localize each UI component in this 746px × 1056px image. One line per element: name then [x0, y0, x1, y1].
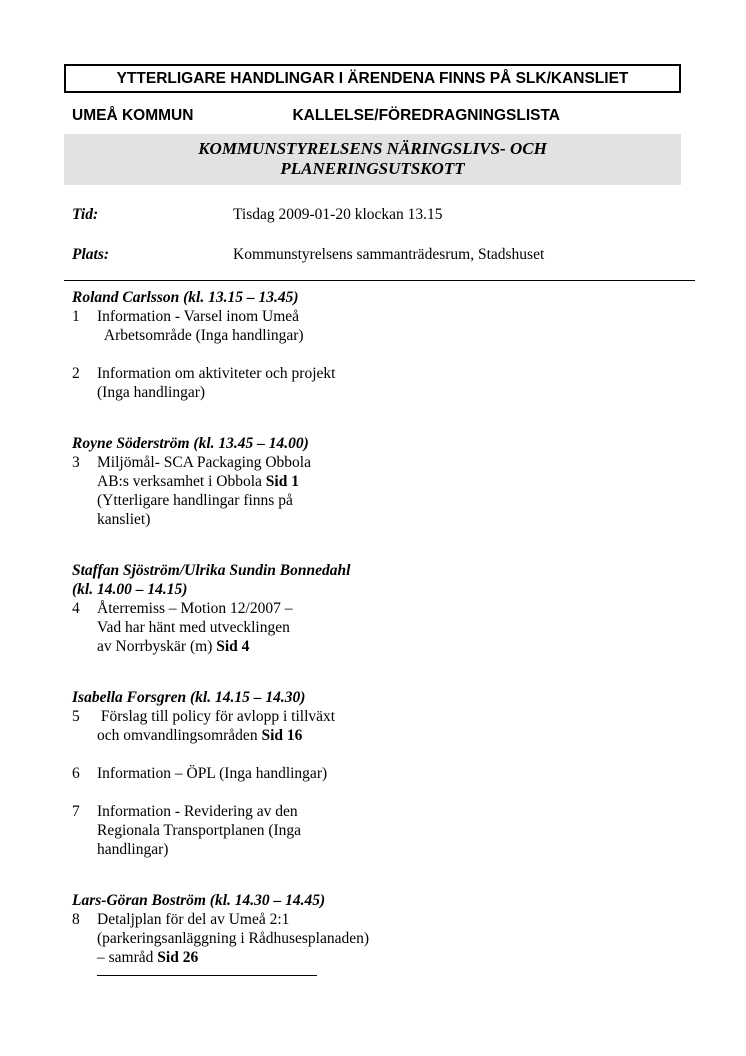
notice-banner-text: YTTERLIGARE HANDLINGAR I ÄRENDENA FINNS PÅ SLK/KANSLIET	[116, 70, 629, 87]
item-text-line: (parkeringsanläggning i Rådhusesplanaden)	[97, 930, 370, 947]
agenda-section	[72, 891, 695, 967]
committee-title-line1: KOMMUNSTYRELSENS NÄRINGSLIVS- OCH	[198, 139, 547, 158]
section-heading: Isabella Forsgren (kl. 14.15 – 14.30)	[72, 689, 306, 706]
item-text	[97, 453, 311, 529]
organization-name: UMEÅ KOMMUN	[72, 107, 194, 124]
item-text-line: AB:s verksamhet i Obbola Sid 1	[97, 473, 299, 490]
item-text-line: Information - Revidering av den	[97, 803, 298, 820]
item-text	[97, 707, 335, 745]
item-number: 5	[72, 708, 80, 725]
item-text	[97, 764, 327, 783]
agenda-item	[72, 764, 695, 783]
item-number: 2	[72, 365, 80, 382]
item-text	[97, 802, 301, 859]
committee-title-line2: PLANERINGSUTSKOTT	[280, 159, 465, 178]
agenda-item	[72, 364, 695, 402]
item-text-line: (Ytterligare handlingar finns på	[97, 492, 293, 509]
section-heading: Roland Carlsson (kl. 13.15 – 13.45)	[72, 289, 299, 306]
agenda-section	[72, 288, 695, 402]
tid-value: Tisdag 2009-01-20 klockan 13.15	[233, 206, 443, 223]
notice-banner	[64, 64, 681, 93]
item-text-line: Information om aktiviteter och projekt	[97, 365, 336, 382]
header-divider	[64, 280, 695, 281]
document-header	[72, 106, 695, 125]
item-text-line: Information - Varsel inom Umeå	[97, 308, 300, 325]
item-text-line: Information – ÖPL (Inga handlingar)	[97, 765, 328, 782]
item-text-line: Förslag till policy för avlopp i tillväxt	[97, 708, 336, 725]
agenda-item	[72, 910, 695, 967]
agenda-item	[72, 707, 695, 745]
item-text-line: – samråd Sid 26	[97, 949, 199, 966]
item-text-line: Arbetsområde (Inga handlingar)	[97, 327, 304, 344]
agenda-section	[72, 434, 695, 529]
item-text-line: Detaljplan för del av Umeå 2:1	[97, 911, 290, 928]
agenda-item	[72, 453, 695, 529]
item-number: 7	[72, 803, 80, 820]
item-number: 4	[72, 600, 80, 617]
plats-label: Plats:	[72, 246, 110, 263]
item-text-line: (Inga handlingar)	[97, 384, 206, 401]
section-heading: Royne Söderström (kl. 13.45 – 14.00)	[72, 435, 309, 452]
agenda-section	[72, 688, 695, 859]
item-number: 3	[72, 454, 80, 471]
footnote-rule	[97, 975, 317, 976]
document-type-label: KALLELSE/FÖREDRAGNINGSLISTA	[292, 107, 560, 124]
agenda-sections	[72, 288, 695, 967]
item-text-line: kansliet)	[97, 511, 151, 528]
agenda-item	[72, 802, 695, 859]
item-text-line: Vad har hänt med utvecklingen	[97, 619, 290, 636]
agenda-item	[72, 307, 695, 345]
item-number: 1	[72, 308, 80, 325]
agenda-item	[72, 599, 695, 656]
item-number: 8	[72, 911, 80, 928]
meeting-meta	[72, 205, 695, 264]
item-text	[97, 364, 335, 402]
item-text-line: Återremiss – Motion 12/2007 –	[97, 600, 293, 617]
item-number: 6	[72, 765, 80, 782]
section-heading: Lars-Göran Boström (kl. 14.30 – 14.45)	[72, 892, 326, 909]
plats-value: Kommunstyrelsens sammanträdesrum, Stadshuset	[233, 246, 545, 263]
item-text-line: Miljömål- SCA Packaging Obbola	[97, 454, 311, 471]
item-text	[97, 599, 292, 656]
item-text-line: och omvandlingsområden Sid 16	[97, 727, 303, 744]
item-text-line: Regionala Transportplanen (Inga	[97, 822, 302, 839]
committee-title-box	[64, 134, 681, 185]
meta-row-plats	[72, 245, 695, 264]
section-heading: (kl. 14.00 – 14.15)	[72, 581, 188, 598]
item-text-line: handlingar)	[97, 841, 169, 858]
item-text	[97, 307, 304, 345]
item-text-line: av Norrbyskär (m) Sid 4	[97, 638, 250, 655]
tid-label: Tid:	[72, 206, 99, 223]
meta-row-tid	[72, 205, 695, 224]
item-text	[97, 910, 369, 967]
agenda-section	[72, 561, 695, 656]
section-heading: Staffan Sjöström/Ulrika Sundin Bonnedahl	[72, 562, 351, 579]
